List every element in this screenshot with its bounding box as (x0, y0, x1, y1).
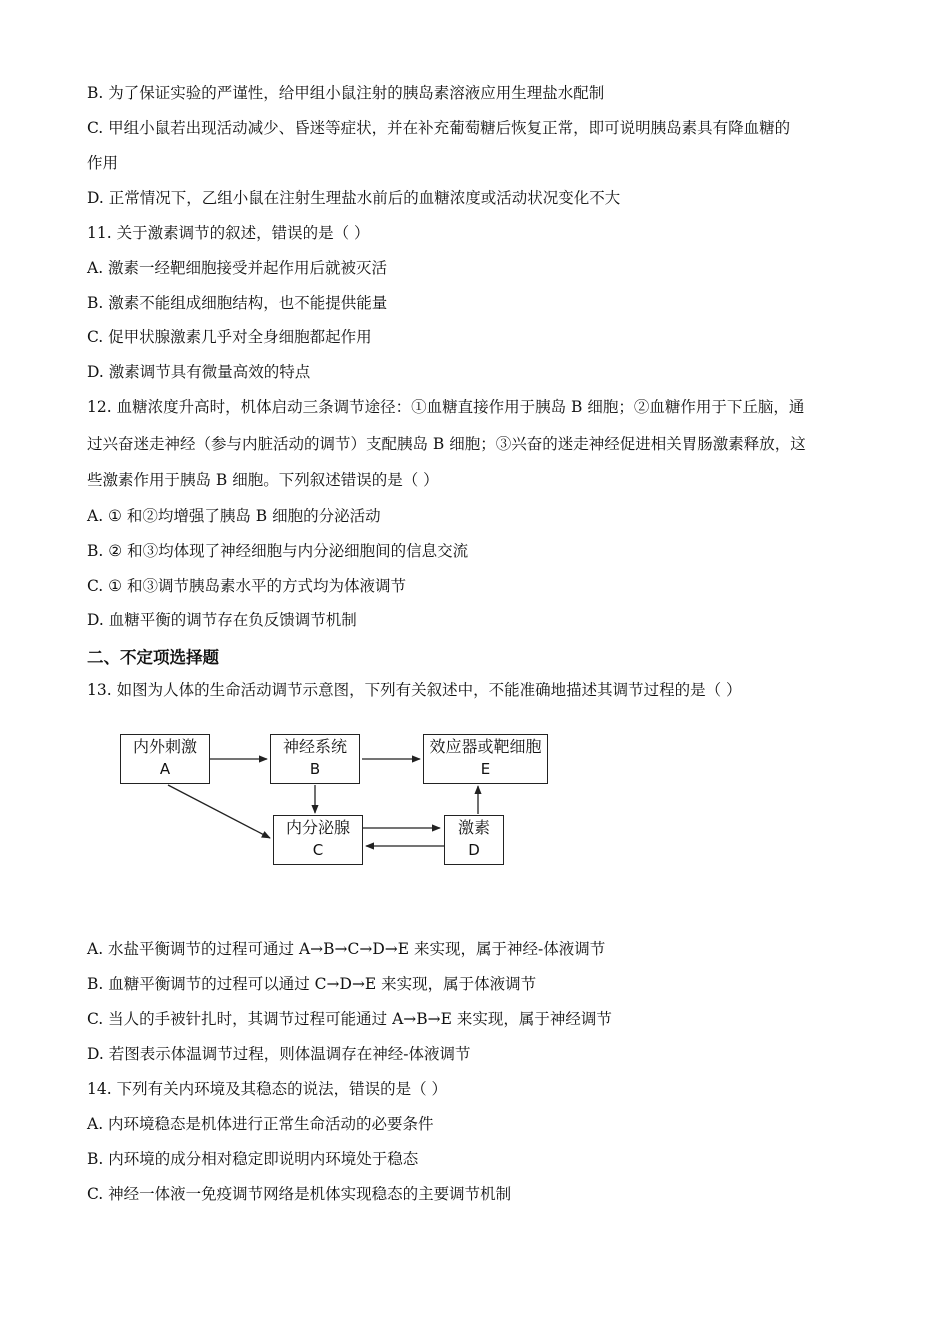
regulation-diagram (110, 725, 560, 875)
box-d (444, 815, 504, 865)
option-line: D. 正常情况下，乙组小鼠在注射生理盐水前后的血糖浓度或活动状况变化不大 (87, 189, 621, 207)
option-line: C. 神经一体液一免疫调节网络是机体实现稳态的主要调节机制 (87, 1185, 512, 1203)
option-line: C. ① 和③调节胰岛素水平的方式均为体液调节 (87, 577, 406, 595)
box-c (273, 815, 363, 865)
option-line: B. ② 和③均体现了神经细胞与内分泌细胞间的信息交流 (87, 542, 469, 560)
box-d-letter: D (468, 841, 480, 859)
box-c-letter: C (312, 841, 324, 859)
box-d-name: 激素 (457, 818, 490, 837)
option-line: A. 内环境稳态是机体进行正常生命活动的必要条件 (87, 1115, 434, 1133)
option-line: A. 水盐平衡调节的过程可通过 A→B→C→D→E 来实现，属于神经-体液调节 (87, 940, 606, 958)
option-line-continued: 作用 (87, 154, 119, 172)
question-12: 12. 血糖浓度升高时，机体启动三条调节途径：①血糖直接作用于胰岛 B 细胞；②血糖作用于下丘脑，通 (87, 398, 805, 416)
question-14: 14. 下列有关内环境及其稳态的说法，错误的是（ ） (87, 1080, 448, 1098)
arrow-a-to-c (168, 785, 270, 838)
option-line: D. 激素调节具有微量高效的特点 (87, 363, 311, 381)
option-line: A. ① 和②均增强了胰岛 B 细胞的分泌活动 (87, 507, 381, 525)
option-line: B. 内环境的成分相对稳定即说明内环境处于稳态 (87, 1150, 419, 1168)
option-line: D. 若图表示体温调节过程，则体温调存在神经-体液调节 (87, 1045, 471, 1063)
box-a (120, 734, 210, 784)
box-a-name: 内外刺激 (132, 737, 197, 756)
question-13: 13. 如图为人体的生命活动调节示意图，下列有关叙述中，不能准确地描述其调节过程的是（ ） (87, 681, 742, 699)
question-12-line: 些激素作用于胰岛 B 细胞。下列叙述错误的是（ ） (87, 471, 439, 489)
box-e (423, 734, 548, 784)
box-c-name: 内分泌腺 (285, 818, 350, 837)
option-line: C. 促甲状腺激素几乎对全身细胞都起作用 (87, 328, 372, 346)
box-b-name: 神经系统 (282, 737, 347, 756)
option-line: C. 甲组小鼠若出现活动减少、昏迷等症状，并在补充葡萄糖后恢复正常，即可说明胰岛素具有降血糖的 (87, 119, 791, 137)
box-b (270, 734, 360, 784)
section-heading: 二、不定项选择题 (87, 648, 219, 667)
box-e-name: 效应器或靶细胞 (429, 737, 542, 756)
option-line: C. 当人的手被针扎时，其调节过程可能通过 A→B→E 来实现，属于神经调节 (87, 1010, 612, 1028)
box-e-letter: E (480, 760, 491, 778)
option-line: B. 激素不能组成细胞结构，也不能提供能量 (87, 294, 388, 312)
box-a-letter: A (159, 760, 171, 778)
option-line: B. 血糖平衡调节的过程可以通过 C→D→E 来实现，属于体液调节 (87, 975, 537, 993)
box-b-letter: B (309, 760, 321, 778)
option-line: A. 激素一经靶细胞接受并起作用后就被灭活 (87, 259, 388, 277)
option-line: D. 血糖平衡的调节存在负反馈调节机制 (87, 611, 357, 629)
question-12-line: 过兴奋迷走神经（参与内脏活动的调节）支配胰岛 B 细胞；③兴奋的迷走神经促进相关胃肠激素释放，这 (87, 435, 806, 453)
question-11: 11. 关于激素调节的叙述，错误的是（ ） (87, 224, 370, 242)
option-line: B. 为了保证实验的严谨性，给甲组小鼠注射的胰岛素溶液应用生理盐水配制 (87, 84, 605, 102)
